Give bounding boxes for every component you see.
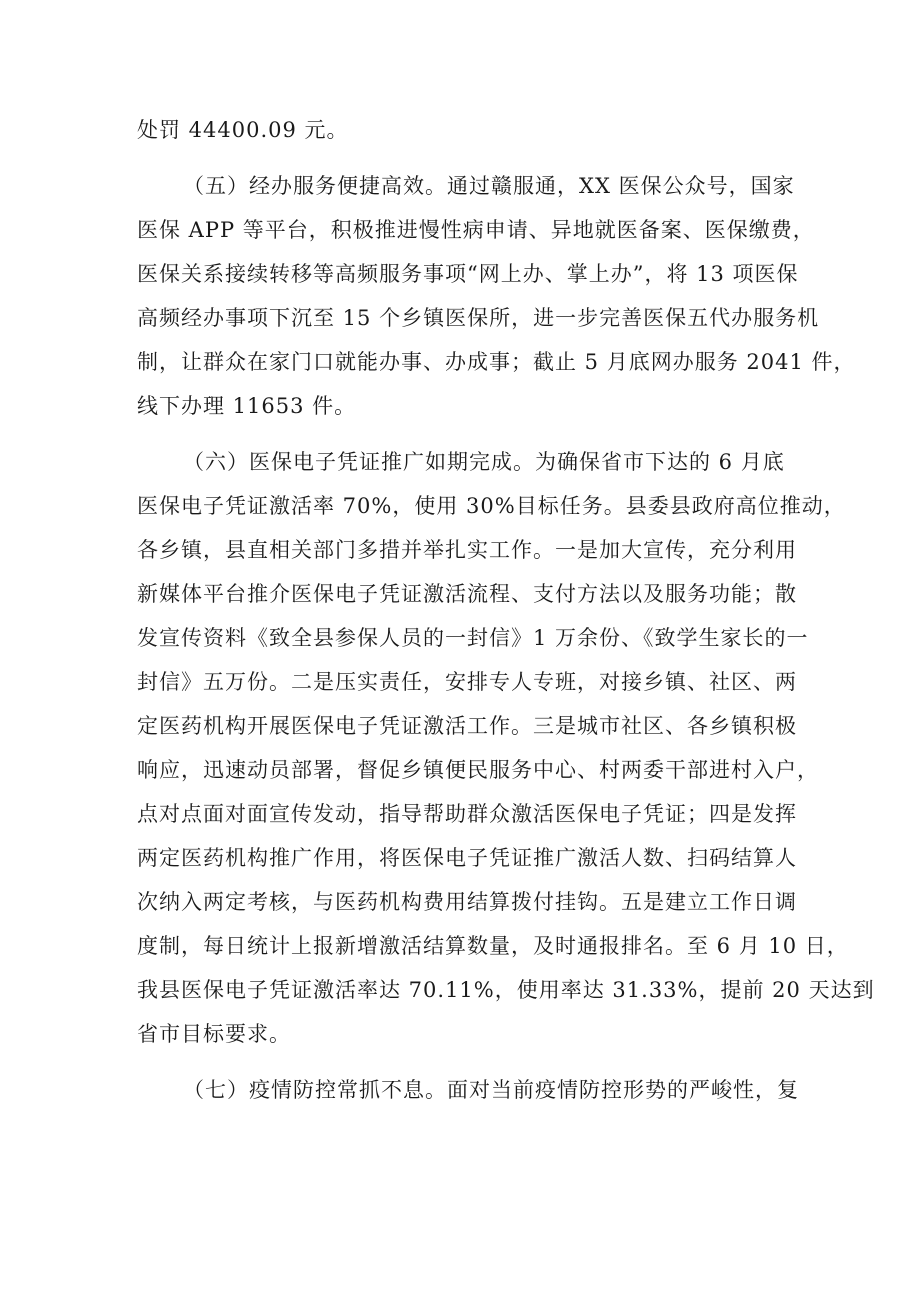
text-line: 医保 APP 等平台，积极推进慢性病申请、异地就医备案、医保缴费， (137, 218, 815, 242)
text-line: 我县医保电子凭证激活率达 70.11%，使用率达 31.33%，提前 20 天达到 (137, 978, 875, 1002)
text-line: （六）医保电子凭证推广如期完成。为确保省市下达的 6 月底 (183, 450, 785, 474)
text-line: 定医药机构开展医保电子凭证激活工作。三是城市社区、各乡镇积极 (137, 714, 797, 738)
text-line: 新媒体平台推介医保电子凭证激活流程、支付方法以及服务功能；散 (137, 582, 797, 606)
text-line: 医保电子凭证激活率 70%，使用 30%目标任务。县委县政府高位推动， (137, 494, 846, 518)
paragraph (137, 108, 797, 152)
text-line: 两定医药机构推广作用，将医保电子凭证推广激活人数、扫码结算人 (137, 846, 797, 870)
text-line: 医保关系接续转移等高频服务事项“网上办、掌上办”，将 13 项医保 (137, 262, 799, 286)
text-line: 线下办理 11653 件。 (137, 394, 357, 418)
text-line: 度制，每日统计上报新增激活结算数量，及时通报排名。至 6 月 10 日， (137, 934, 849, 958)
text-line: 封信》五万份。二是压实责任，安排专人专班，对接乡镇、社区、两 (137, 670, 797, 694)
text-line: （七）疫情防控常抓不息。面对当前疫情防控形势的严峻性，复 (183, 1078, 799, 1102)
text-line: 响应，迅速动员部署，督促乡镇便民服务中心、村两委干部进村入户， (137, 758, 819, 782)
text-line: 各乡镇，县直相关部门多措并举扎实工作。一是加大宣传，充分利用 (137, 538, 797, 562)
paragraph (137, 440, 875, 1056)
paragraph (137, 1068, 797, 1112)
document-body (137, 108, 875, 1124)
text-line: 高频经办事项下沉至 15 个乡镇医保所，进一步完善医保五代办服务机 (137, 306, 820, 330)
text-line: 制，让群众在家门口就能办事、办成事；截止 5 月底网办服务 2041 件， (137, 350, 856, 374)
paragraph (137, 164, 856, 428)
text-line: （五）经办服务便捷高效。通过赣服通，XX 医保公众号，国家 (183, 174, 795, 198)
text-line: 次纳入两定考核，与医药机构费用结算拨付挂钩。五是建立工作日调 (137, 890, 797, 914)
text-line: 发宣传资料《致全县参保人员的一封信》1 万余份、《致学生家长的一 (137, 626, 809, 650)
text-line: 省市目标要求。 (137, 1022, 291, 1046)
text-line: 点对点面对面宣传发动，指导帮助群众激活医保电子凭证；四是发挥 (137, 802, 797, 826)
text-line: 处罚 44400.09 元。 (137, 118, 349, 142)
